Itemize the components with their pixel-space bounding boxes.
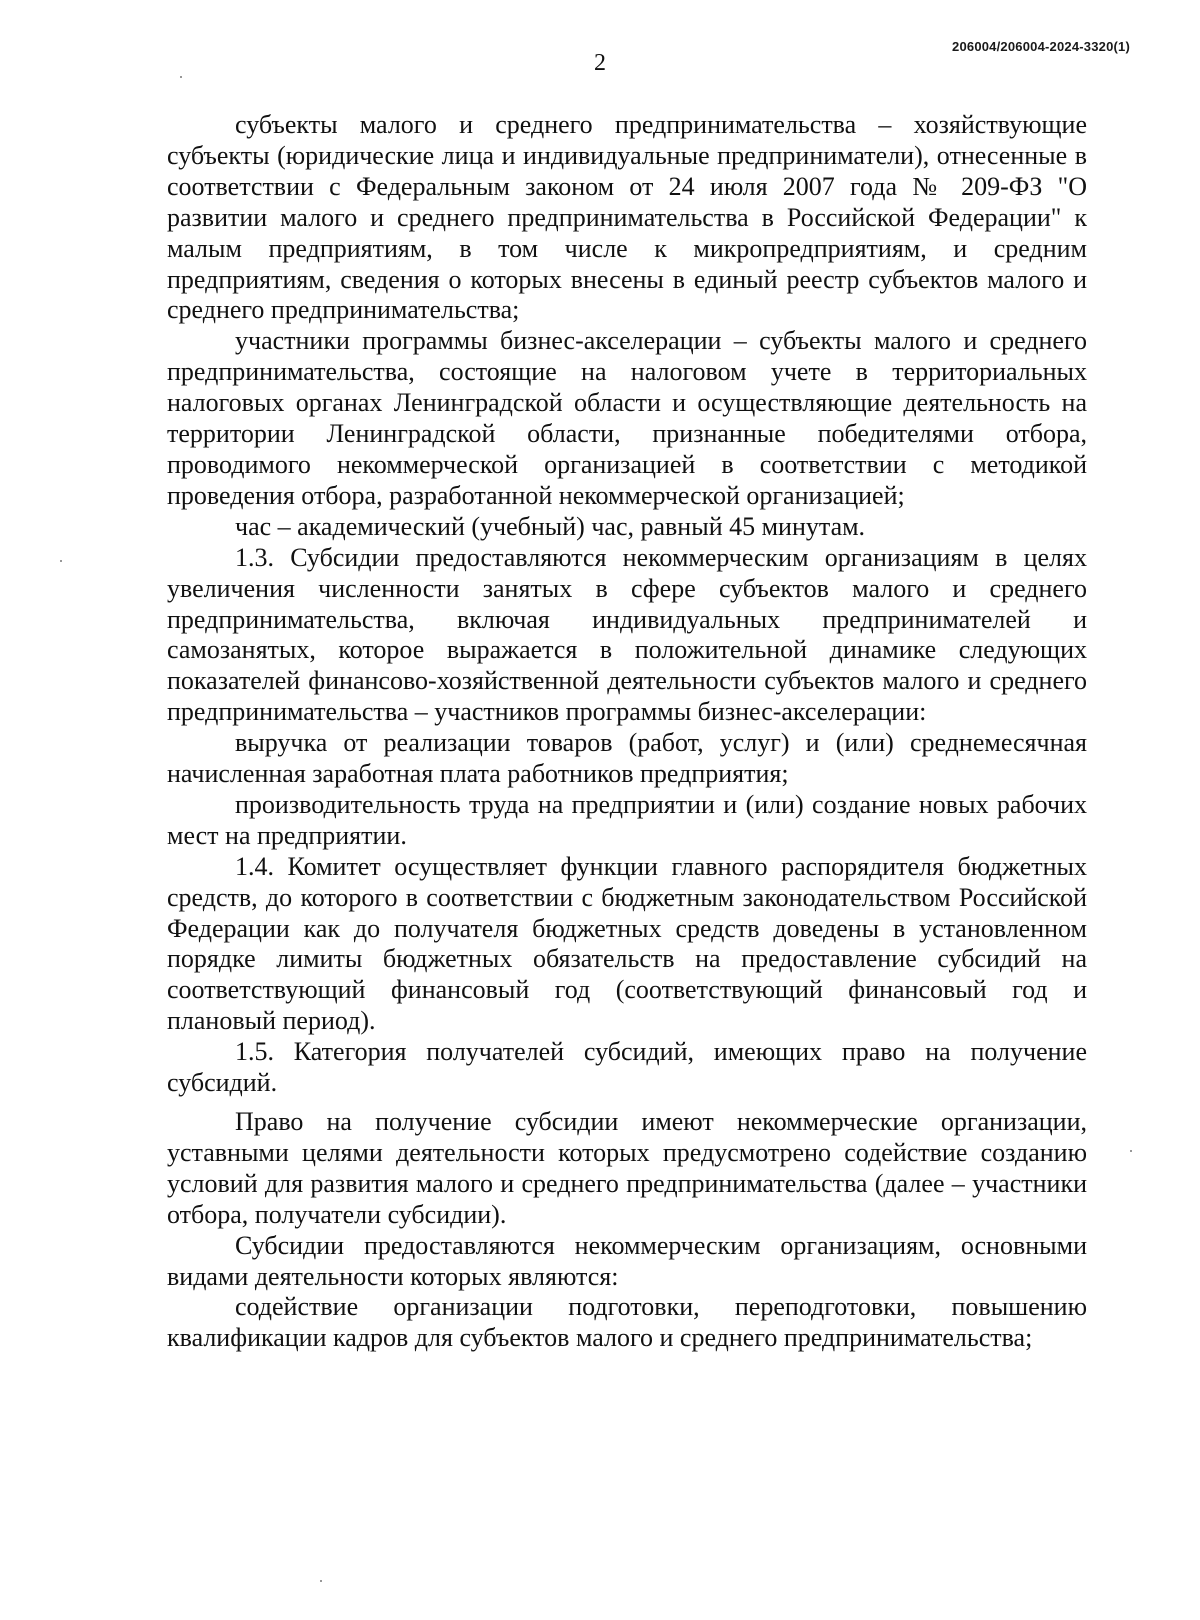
page-number: 2 <box>594 50 606 76</box>
scan-speck <box>180 76 182 78</box>
paragraph-1-5: 1.5. Категория получателей субсидий, имеющих право на получение субсидий. <box>167 1037 1087 1098</box>
document-body <box>167 110 1087 1354</box>
scan-speck <box>1130 1150 1132 1152</box>
paragraph-revenue: выручка от реализации товаров (работ, услуг) и (или) среднемесячная начисленная заработная плата работников предприятия; <box>167 728 1087 789</box>
paragraph-1-3: 1.3. Субсидии предоставляются некоммерческим организациям в целях увеличения численности занятых в сфере субъектов малого и среднего предпринимательства, включая индивидуальных предпринимателей и самозанятых, которое выражается в положительной динамике следующих показателей финансово-хозяйственной деятельности субъектов малого и среднего предпринимательства – участников программы бизнес-акселерации: <box>167 542 1087 727</box>
paragraph-1-4: 1.4. Комитет осуществляет функции главного распорядителя бюджетных средств, до которого в соответствии с бюджетным законодательством Российской Федерации как до получателя бюджетных средств доведены в установленном порядке лимиты бюджетных обязательств на предоставление субсидий на соответствующий финансовый год (соответствующий финансовый год и плановый период). <box>167 851 1087 1036</box>
paragraph-sme-definition: субъекты малого и среднего предпринимательства – хозяйствующие субъекты (юридические лица и индивидуальные предприниматели), отнесенные в соответствии с Федеральным законом от 24 июля 2007 года № 209-ФЗ "О развитии малого и среднего предпринимательства в Российской Федерации" к малым предприятиям, в том числе к микропредприятиям, и средним предприятиям, сведения о которых внесены в единый реестр субъектов малого и среднего предпринимательства; <box>167 110 1087 325</box>
scan-speck <box>60 560 62 562</box>
paragraph-productivity: производительность труда на предприятии и (или) создание новых рабочих мест на предприятии. <box>167 789 1087 850</box>
paragraph-activities-intro: Субсидии предоставляются некоммерческим организациям, основными видами деятельности которых являются: <box>167 1230 1087 1291</box>
paragraph-training: содействие организации подготовки, переподготовки, повышению квалификации кадров для субъектов малого и среднего предпринимательства; <box>167 1292 1087 1353</box>
document-id: 206004/206004-2024-3320(1) <box>952 39 1130 54</box>
paragraph-accelerator-participants: участники программы бизнес-акселерации – субъекты малого и среднего предпринимательства, состоящие на налоговом учете в территориальных налоговых органах Ленинградской области и осуществляющие деятельность на территории Ленинградской области, признанные победителями отбора, проводимого некоммерческой организацией в соответствии с методикой проведения отбора, разработанной некоммерческой организацией; <box>167 326 1087 510</box>
paragraph-hour-definition: час – академический (учебный) час, равный 45 минутам. <box>235 511 866 541</box>
scan-speck <box>320 1580 322 1582</box>
paragraph-eligibility: Право на получение субсидии имеют некоммерческие организации, уставными целями деятельности которых предусмотрено содействие созданию условий для развития малого и среднего предпринимательства (далее – участники отбора, получатели субсидии). <box>167 1107 1087 1229</box>
